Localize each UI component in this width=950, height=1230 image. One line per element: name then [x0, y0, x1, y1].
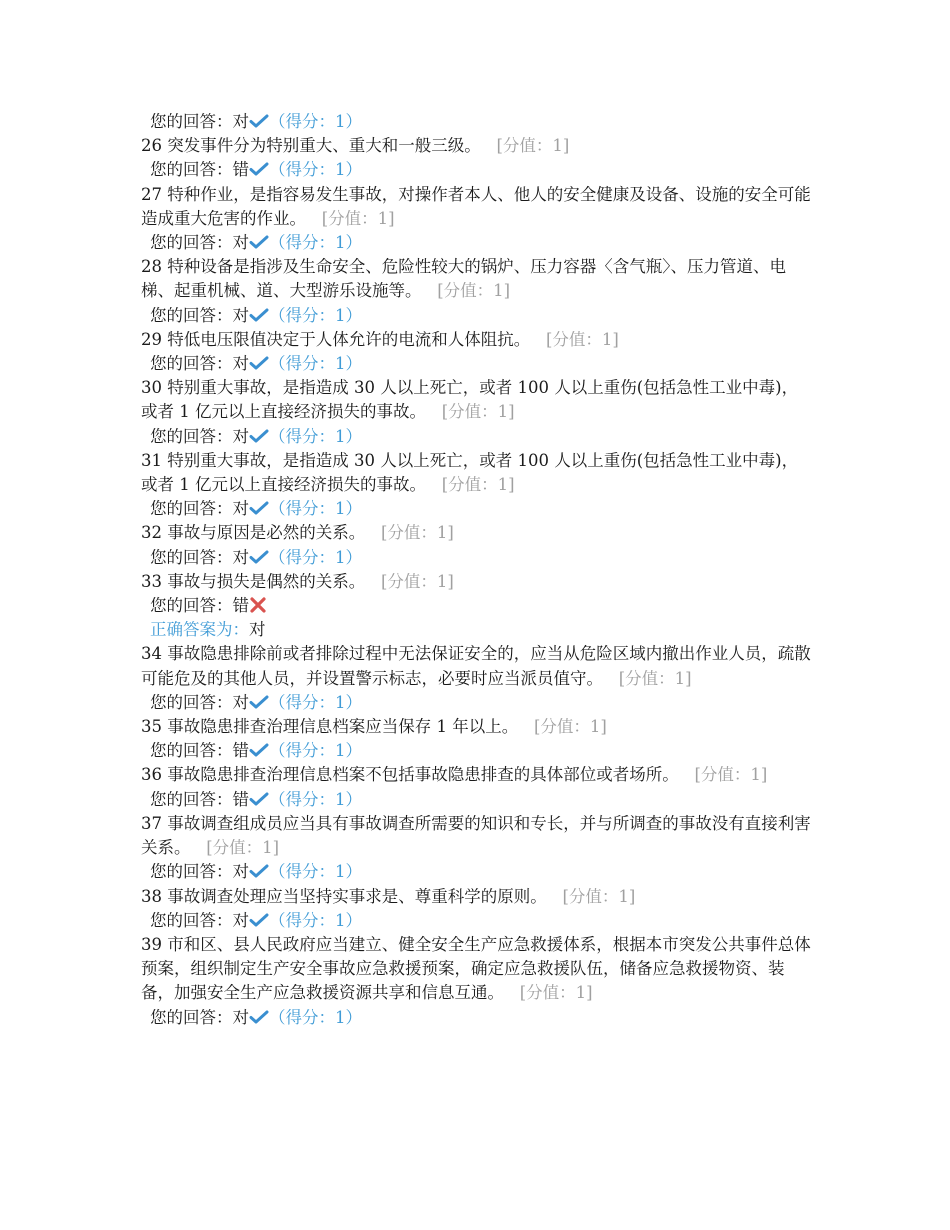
answer-line [141, 739, 813, 763]
answer-value: 对 [232, 692, 249, 712]
question-text [141, 933, 813, 1006]
check-icon [249, 500, 269, 516]
value-label: [分值：1] [381, 571, 454, 591]
question-text [141, 134, 813, 158]
score-label: （得分：1） [269, 789, 362, 809]
value-label: [分值：1] [441, 475, 515, 495]
question-text [141, 812, 813, 860]
correct-answer-prefix: 正确答案为： [150, 620, 249, 640]
question-body: 28 特种设备是指涉及生命安全、危险性较大的锅炉、压力容器〈含气瓶〉、压力管道、电梯、起重机械、道、大型游乐设施等。 [141, 257, 786, 301]
check-icon [249, 549, 269, 565]
answer-line [141, 860, 813, 884]
answer-prefix: 您的回答： [150, 741, 233, 761]
value-label: [分值：1] [437, 281, 511, 301]
score-label: （得分：1） [269, 160, 362, 180]
answer-prefix: 您的回答： [150, 354, 233, 374]
answer-value: 对 [232, 499, 249, 519]
answer-sheet [141, 110, 813, 1030]
question-text [141, 449, 813, 497]
answer-prefix: 您的回答： [150, 305, 233, 325]
answer-value: 对 [232, 426, 249, 446]
check-icon [249, 161, 269, 177]
correct-answer-line [141, 618, 813, 642]
score-label: （得分：1） [269, 910, 362, 930]
question-text [141, 763, 813, 787]
question-text [141, 570, 813, 594]
answer-line [141, 352, 813, 376]
question-body: 37 事故调查组成员应当具有事故调查所需要的知识和专长，并与所调查的事故没有直接利害关系。 [141, 813, 811, 858]
answer-prefix: 您的回答： [150, 596, 233, 616]
answer-prefix: 您的回答： [150, 499, 233, 519]
question-text [141, 521, 813, 545]
answer-line [141, 110, 813, 134]
value-label: [分值：1] [496, 136, 570, 156]
answer-line [141, 158, 813, 182]
question-text [141, 255, 813, 303]
score-label: （得分：1） [269, 547, 362, 567]
answer-line [141, 594, 813, 618]
answer-line [141, 231, 813, 255]
score-label: （得分：1） [269, 499, 362, 519]
value-label: [分值：1] [206, 838, 280, 858]
value-label: [分值：1] [694, 765, 768, 785]
answer-line [141, 546, 813, 570]
answer-value: 错 [232, 741, 249, 761]
answer-prefix: 您的回答： [150, 910, 233, 930]
answer-value: 对 [232, 233, 249, 253]
answer-value: 对 [232, 862, 249, 882]
answer-prefix: 您的回答： [150, 547, 233, 567]
correct-answer-value: 对 [249, 620, 266, 640]
score-label: （得分：1） [269, 741, 362, 761]
question-text [141, 376, 813, 424]
score-label: （得分：1） [269, 862, 362, 882]
check-icon [249, 912, 269, 928]
answer-value: 对 [232, 1007, 249, 1027]
answer-line [141, 788, 813, 812]
answer-value: 对 [232, 354, 249, 374]
value-label: [分值：1] [381, 523, 454, 543]
answer-prefix: 您的回答： [150, 692, 233, 712]
answer-prefix: 您的回答： [150, 1007, 233, 1027]
answer-line [141, 691, 813, 715]
value-label: [分值：1] [441, 402, 515, 422]
answer-prefix: 您的回答： [150, 789, 233, 809]
score-label: （得分：1） [269, 233, 362, 253]
answer-value: 错 [232, 789, 249, 809]
check-icon [249, 307, 269, 323]
check-icon [249, 428, 269, 444]
value-label: [分值：1] [533, 717, 607, 737]
check-icon [249, 1009, 269, 1025]
value-label: [分值：1] [562, 886, 636, 906]
question-body: 31 特别重大事故，是指造成 30 人以上死亡，或者 100 人以上重伤(包括急性工业中毒)，或者 1 亿元以上直接经济损失的事故。 [141, 450, 799, 495]
score-label: （得分：1） [269, 305, 362, 325]
answer-line [141, 909, 813, 933]
value-label: [分值：1] [519, 983, 593, 1003]
answer-line [141, 304, 813, 328]
answer-prefix: 您的回答： [150, 112, 233, 131]
question-text [141, 328, 813, 352]
answer-line [141, 425, 813, 449]
check-icon [249, 863, 269, 879]
score-label: （得分：1） [269, 692, 362, 712]
cross-icon [249, 597, 267, 613]
check-icon [249, 791, 269, 807]
answer-line [141, 497, 813, 521]
value-label: [分值：1] [321, 208, 395, 228]
answer-prefix: 您的回答： [150, 862, 233, 882]
question-text [141, 885, 813, 909]
answer-value: 错 [232, 596, 249, 616]
question-body: 38 事故调查处理应当坚持实事求是、尊重科学的原则。 [141, 886, 547, 906]
question-body: 35 事故隐患排查治理信息档案应当保存 1 年以上。 [141, 717, 519, 737]
check-icon [249, 355, 269, 371]
check-icon [249, 113, 269, 129]
answer-value: 对 [232, 305, 249, 325]
answer-prefix: 您的回答： [150, 233, 233, 253]
score-label: （得分：1） [269, 426, 362, 446]
question-body: 29 特低电压限值决定于人体允许的电流和人体阻抗。 [141, 329, 531, 349]
check-icon [249, 234, 269, 250]
answer-value: 对 [232, 910, 249, 930]
question-body: 30 特别重大事故，是指造成 30 人以上死亡，或者 100 人以上重伤(包括急性工业中毒)，或者 1 亿元以上直接经济损失的事故。 [141, 378, 799, 422]
answer-value: 对 [232, 547, 249, 567]
check-icon [249, 694, 269, 710]
question-body: 27 特种作业，是指容易发生事故，对操作者本人、他人的安全健康及设备、设施的安全可能造成重大危害的作业。 [141, 184, 811, 228]
score-label: （得分：1） [269, 354, 362, 374]
question-body: 32 事故与原因是必然的关系。 [141, 523, 366, 543]
value-label: [分值：1] [546, 329, 619, 349]
answer-prefix: 您的回答： [150, 160, 233, 180]
question-text [141, 642, 813, 690]
question-text [141, 715, 813, 739]
answer-value: 错 [232, 160, 249, 180]
answer-line [141, 1006, 813, 1030]
answer-value: 对 [232, 112, 249, 131]
question-body: 33 事故与损失是偶然的关系。 [141, 571, 366, 591]
score-label: （得分：1） [269, 112, 362, 131]
value-label: [分值：1] [618, 668, 692, 688]
question-body: 26 突发事件分为特别重大、重大和一般三级。 [141, 136, 481, 156]
answer-prefix: 您的回答： [150, 426, 233, 446]
question-body: 34 事故隐患排除前或者排除过程中无法保证安全的，应当从危险区域内撤出作业人员，疏散可能危及的其他人员，并设置警示标志，必要时应当派员值守。 [141, 644, 811, 688]
check-icon [249, 742, 269, 758]
question-text [141, 183, 813, 231]
score-label: （得分：1） [269, 1007, 362, 1027]
question-body: 36 事故隐患排查治理信息档案不包括事故隐患排查的具体部位或者场所。 [141, 765, 679, 785]
question-body: 39 市和区、县人民政府应当建立、健全安全生产应急救援体系，根据本市突发公共事件总体预案，组织制定生产安全事故应急救援预案，确定应急救援队伍，储备应急救援物资、装备，加强安全生产应急救援资源共享和信息互通。 [141, 934, 811, 1003]
